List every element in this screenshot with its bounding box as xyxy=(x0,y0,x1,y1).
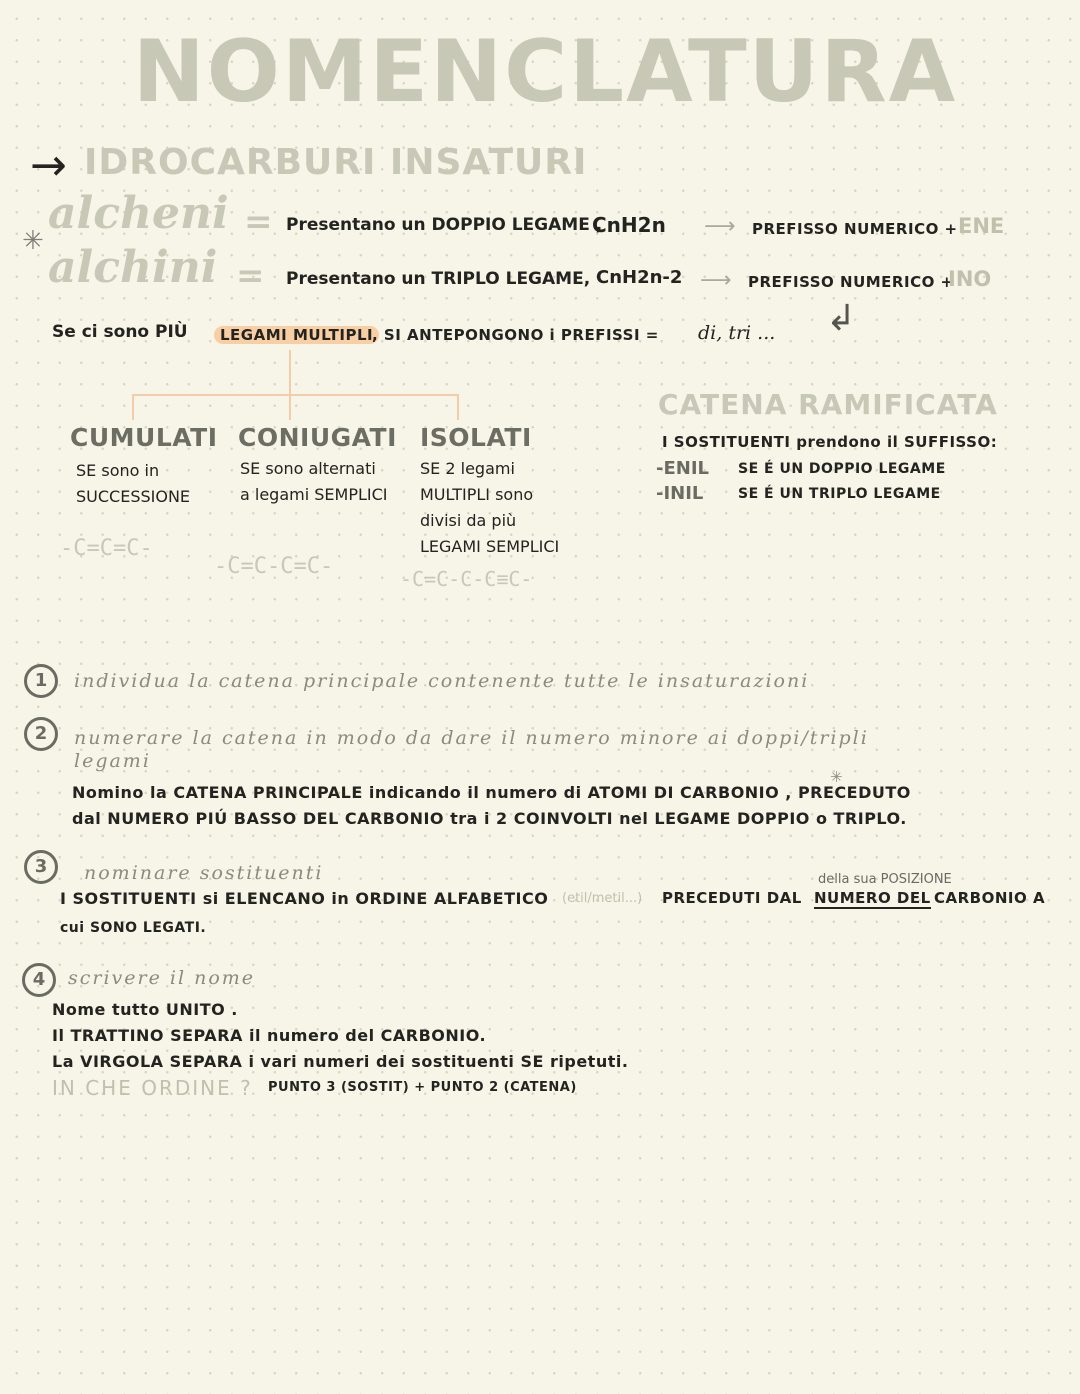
multiple-bonds-highlight: LEGAMI MULTIPLI xyxy=(214,326,379,344)
multiple-bonds-prefixes: di, tri ... xyxy=(698,322,776,344)
step-3-title: nominare sostituenti xyxy=(84,862,324,884)
step-2-badge: 2 xyxy=(24,717,58,751)
step-2-line-1: Nomino la CATENA PRINCIPALE indicando il numero di ATOMI DI CARBONIO , PRECEDUTO xyxy=(72,783,911,802)
type-formula-isolati: -C=C-C-C≡C- xyxy=(400,567,533,591)
type-title-cumulati: CUMULATI xyxy=(70,423,218,452)
type-formula-cumulati: -C=C=C- xyxy=(60,536,153,561)
return-arrow-icon: ↲ xyxy=(826,298,857,339)
branched-chain-title: CATENA RAMIFICATA xyxy=(658,388,998,421)
alcheni-arrow-icon: ⟶ xyxy=(704,214,736,239)
step-4-line-1: Nome tutto UNITO . xyxy=(52,1000,238,1019)
alcheni-label: alcheni xyxy=(48,188,229,239)
alcheni-text: Presentano un DOPPIO LEGAME , xyxy=(286,215,603,235)
step-2-line-2: dal NUMERO PIÚ BASSO DEL CARBONIO tra i 2 COINVOLTI nel LEGAME DOPPIO o TRIPLO. xyxy=(72,809,907,828)
step-2-title-cont: legami xyxy=(74,750,151,772)
type-title-coniugati: CONIUGATI xyxy=(238,423,397,452)
type-desc-coniugati: SE sono alternati a legami SEMPLICI xyxy=(240,459,388,504)
alchini-equals: = xyxy=(236,256,265,296)
alcheni-rule: PREFISSO NUMERICO + xyxy=(752,220,958,238)
step-3-line-1c: NUMERO DEL xyxy=(814,889,931,907)
step-4-line-3: La VIRGOLA SEPARA i vari numeri dei sostituenti SE ripetuti. xyxy=(52,1052,629,1071)
step-4-answer: PUNTO 3 (SOSTIT) + PUNTO 2 (CATENA) xyxy=(268,1080,577,1095)
multiple-bonds-rule: , SI ANTEPONGONO i PREFISSI = xyxy=(372,326,659,344)
alchini-label: alchini xyxy=(48,242,218,293)
tree-leg-cumulati xyxy=(132,394,134,420)
step-4-badge: 4 xyxy=(22,963,56,997)
page-title: NOMENCLATURA xyxy=(132,22,958,122)
step-3-line-1-note: (etil/metil...) xyxy=(562,891,643,906)
step-3-line-1a: I SOSTITUENTI si ELENCANO in ORDINE ALFABETICO xyxy=(60,889,549,908)
type-title-isolati: ISOLATI xyxy=(420,423,532,452)
alchini-rule: PREFISSO NUMERICO + xyxy=(748,273,954,291)
step-3-line-1b: PRECEDUTI DAL xyxy=(662,889,802,907)
step-3-line-1d: CARBONIO A xyxy=(934,889,1046,907)
arrow-right-icon: → xyxy=(30,140,67,191)
multiple-bonds-intro: Se ci sono PIÙ xyxy=(52,322,188,342)
section-title: IDROCARBURI INSATURI xyxy=(84,142,588,183)
step-3-note-above: della sua POSIZIONE xyxy=(818,872,952,887)
inil-text: SE É UN TRIPLO LEGAME xyxy=(738,486,941,502)
tree-leg-isolati xyxy=(457,394,459,420)
branched-chain-rule: I SOSTITUENTI prendono il SUFFISSO: xyxy=(662,433,998,451)
type-desc-cumulati: SE sono in SUCCESSIONE xyxy=(76,461,191,506)
alchini-formula: CnH2n-2 xyxy=(596,267,683,288)
tree-leg-coniugati xyxy=(289,394,291,420)
alcheni-suffix: ENE xyxy=(958,214,1005,238)
step-2-title: numerare la catena in modo da dare il numero minore ai doppi/tripli xyxy=(74,727,869,749)
alchini-text: Presentano un TRIPLO LEGAME, xyxy=(286,269,591,289)
step-4-question: IN CHE ORDINE ? xyxy=(52,1076,253,1100)
enil-text: SE É UN DOPPIO LEGAME xyxy=(738,461,946,477)
asterisk-icon-step-2: ✳ xyxy=(830,768,843,786)
type-desc-isolati: SE 2 legami MULTIPLI sono divisi da più LEGAMI SEMPLICI xyxy=(420,459,560,556)
alchini-arrow-icon: ⟶ xyxy=(700,268,732,293)
alcheni-formula: CnH2n xyxy=(592,213,666,237)
step-1-badge: 1 xyxy=(24,664,58,698)
type-formula-coniugati: -C=C-C=C- xyxy=(214,554,334,579)
alchini-suffix: INO xyxy=(948,267,992,291)
step-4-title: scrivere il nome xyxy=(68,967,256,989)
step-4-line-2: Il TRATTINO SEPARA il numero del CARBONIO. xyxy=(52,1026,487,1045)
step-1-title: individua la catena principale contenente tutte le insaturazioni xyxy=(74,670,810,692)
step-3-line-2: cui SONO LEGATI. xyxy=(60,920,207,936)
inil-suffix: -INIL xyxy=(656,483,704,504)
asterisk-icon: ✳ xyxy=(22,226,44,256)
tree-branch xyxy=(132,394,459,396)
step-3-badge: 3 xyxy=(24,850,58,884)
alcheni-equals: = xyxy=(244,202,273,242)
tree-stem xyxy=(289,350,291,396)
enil-suffix: -ENIL xyxy=(656,458,709,479)
